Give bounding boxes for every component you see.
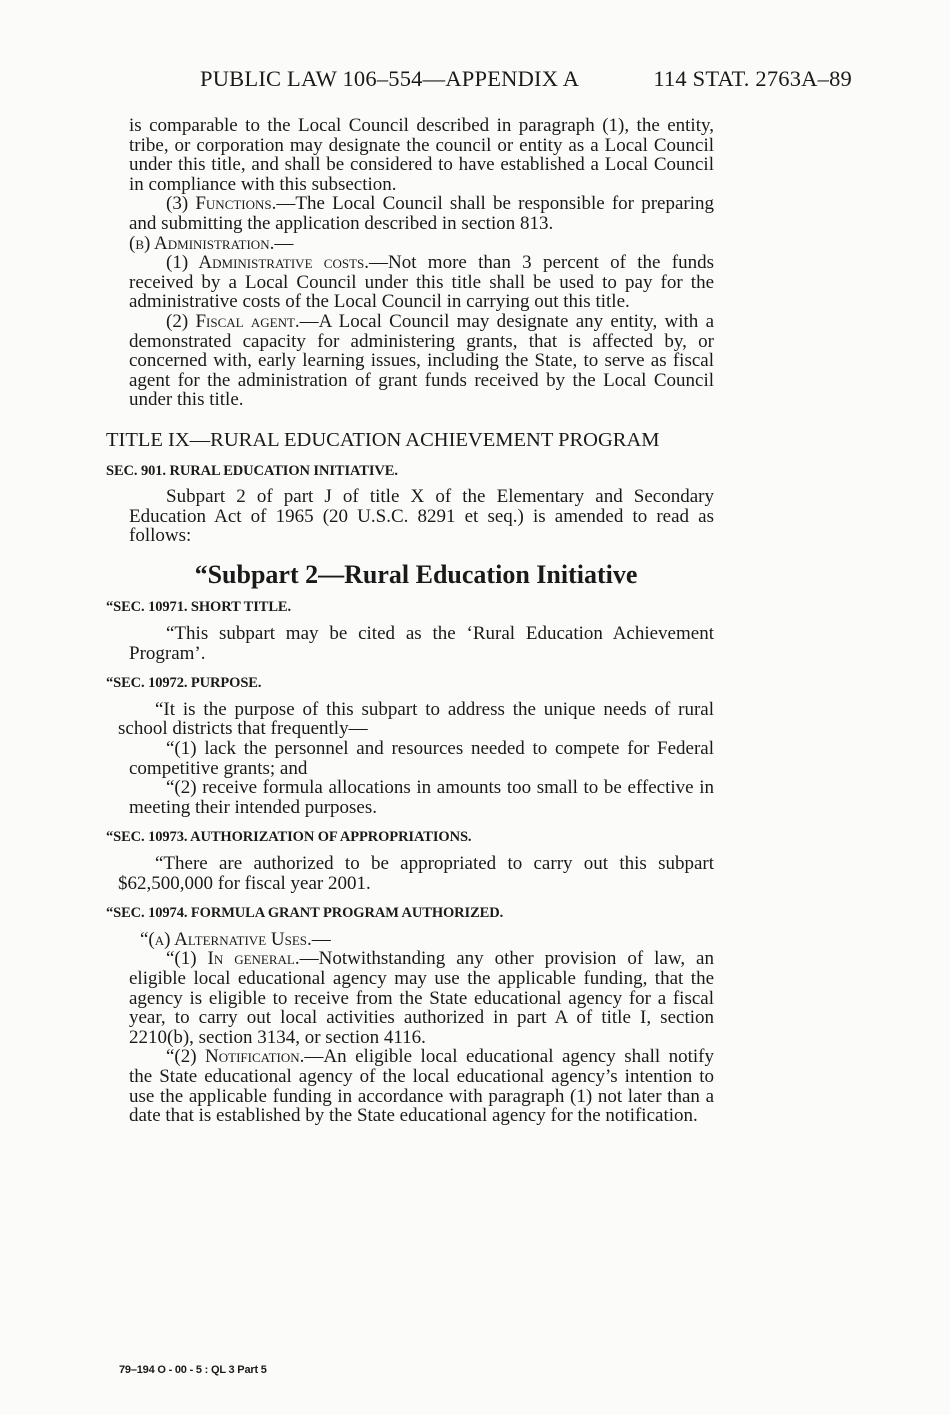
- paragraph: “It is the purpose of this subpart to address the unique needs of rural school districts that frequently—: [118, 698, 714, 740]
- paragraph: [118, 312, 714, 410]
- paragraph-text: —Notwithstanding any other provision of law, an eligible local educational agency may use the applicable funding, that the agency is eligible to receive from the State educational agency for a fiscal year, to carry out local activities authorized in part A of title I, section 2210(b), section 3134, or section 4116.: [129, 948, 714, 1048]
- paragraph-heading: (2) Fiscal agent.: [166, 310, 300, 332]
- paragraph-heading: “(a) Alternative Uses.: [140, 928, 312, 950]
- title-heading: TITLE IX—RURAL EDUCATION ACHIEVEMENT PROGRAM: [106, 428, 660, 451]
- paragraph-text: —The Local Council shall be responsible for preparing and submitting the application described in section 813.: [129, 193, 714, 234]
- header-stat-citation: 114 STAT. 2763A–89: [653, 66, 852, 91]
- body-text: [106, 115, 715, 1127]
- paragraph-text: —An eligible local educational agency shall notify the State educational agency of the local educational agency’s intention to use the applicable funding in accordance with paragraph (1) not later than a date that is established by the State educational agency for the notification.: [129, 1046, 714, 1127]
- paragraph: [118, 194, 714, 233]
- paragraph: Subpart 2 of part J of title X of the Elementary and Secondary Education Act of 1965 (20 U.S.C. 8291 et seq.) is amended to read as follows:: [129, 486, 714, 547]
- paragraph: is comparable to the Local Council described in paragraph (1), the entity, tribe, or corporation may designate the council or entity as a Local Council under this title, and shall be considered to have established a Local Council in compliance with this subsection.: [129, 115, 714, 195]
- paragraph-text: —: [311, 928, 331, 950]
- paragraph-text: —: [274, 232, 294, 254]
- paragraph: “There are authorized to be appropriated to carry out this subpart $62,500,000 for fiscal year 2001.: [118, 853, 714, 894]
- paragraph-heading: “(2) Notification.: [166, 1046, 305, 1068]
- section-heading: “SEC. 10971. SHORT TITLE.: [106, 599, 292, 616]
- paragraph-heading: (b) Administration.: [129, 232, 275, 254]
- paragraph: [118, 949, 714, 1047]
- paragraph: [118, 930, 714, 950]
- paragraph: “(2) receive formula allocations in amounts too small to be effective in meeting their intended purposes.: [129, 777, 714, 818]
- paragraph-heading: “(1) In general.: [166, 948, 300, 970]
- print-job-footer: 79–194 O - 00 - 5 : QL 3 Part 5: [119, 1364, 267, 1376]
- paragraph: [118, 1047, 714, 1125]
- section-heading: “SEC. 10974. FORMULA GRANT PROGRAM AUTHORIZED.: [106, 905, 504, 922]
- section-heading: SEC. 901. RURAL EDUCATION INITIATIVE.: [106, 462, 398, 479]
- paragraph-heading: (1) Administrative costs.: [166, 252, 370, 274]
- subpart-heading: “Subpart 2—Rural Education Initiative: [194, 559, 638, 589]
- section-heading: “SEC. 10972. PURPOSE.: [106, 675, 262, 692]
- paragraph-text: —A Local Council may designate any entity, with a demonstrated capacity for administering grants, that is affected by, or concerned with, early learning issues, including the State, to serve as fiscal agent for the administration of grant funds received by the Local Council under this title.: [129, 310, 715, 411]
- header-law-title: PUBLIC LAW 106–554—APPENDIX A: [200, 66, 580, 91]
- paragraph: [118, 234, 714, 254]
- paragraph: “This subpart may be cited as the ‘Rural Education Achievement Program’.: [129, 623, 714, 664]
- paragraph: “(1) lack the personnel and resources needed to compete for Federal competitive grants; and: [129, 738, 714, 779]
- paragraph: [118, 253, 714, 312]
- section-heading: “SEC. 10973. AUTHORIZATION OF APPROPRIATIONS.: [106, 829, 472, 846]
- paragraph-heading: (3) Functions.: [166, 193, 277, 215]
- paragraph-text: —Not more than 3 percent of the funds received by a Local Council under this title shall be used to pay for the administrative costs of the Local Council in carrying out this title.: [129, 252, 714, 313]
